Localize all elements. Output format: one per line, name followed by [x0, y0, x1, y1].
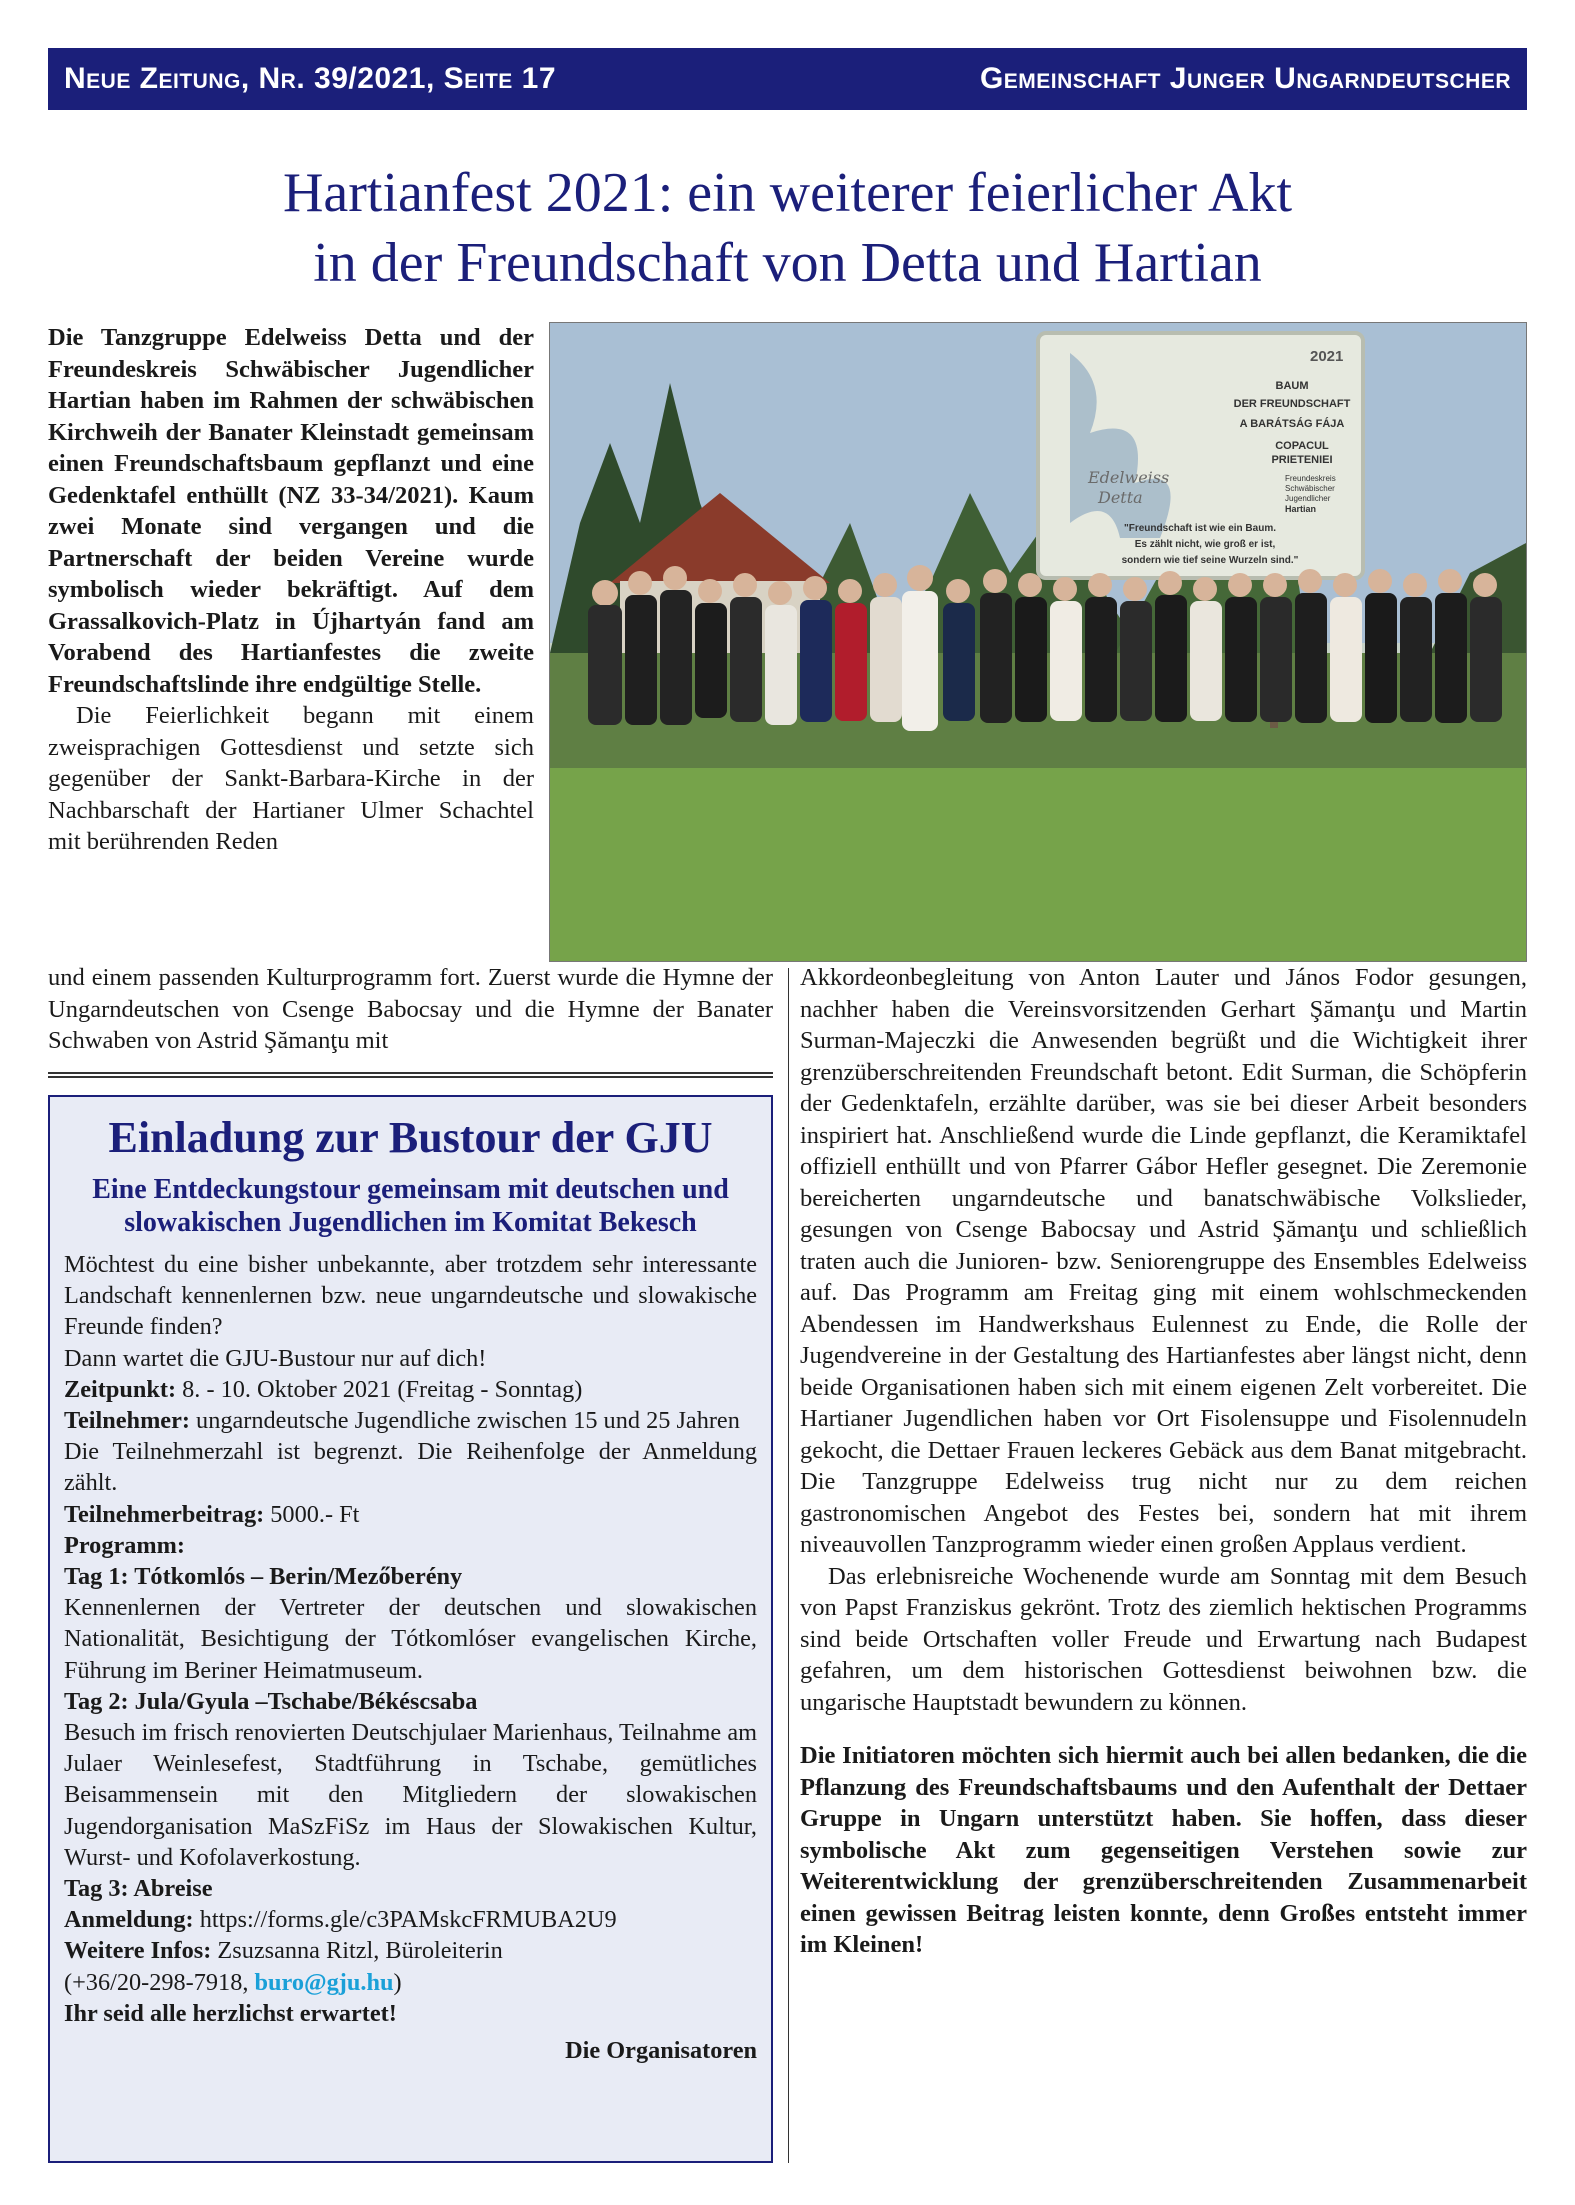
infobox-title: Einladung zur Bustour der GJU	[108, 1113, 713, 1162]
page-header	[48, 48, 1527, 110]
plaque-logo-line-2: Schwäbischer	[1285, 484, 1335, 493]
plaque-line-2: DER FREUNDSCHAFT	[1233, 398, 1351, 410]
infobox-intro: Möchtest du eine bisher unbekannte, aber trotzdem sehr interessante Landschaft kennenlernen bzw. neue ungarndeutsche und slowakische Freunde finden?	[64, 1251, 757, 1341]
tag2-text: Besuch im frisch renovierten Deutschjulaer Marienhaus, Teilnahme am Julaer Weinlesefest, Stadtführung in Tschabe, gemütliches Beisammensein mit den Mitgliedern der slowakischen Jugendorganisation MaSzFiSz im Haus der Slowakischen Kultur, Wurst- und Kofolaverkostung.	[64, 1719, 757, 1871]
infobox-teilnehmer	[64, 1405, 757, 1436]
infos-value: Zsuzsanna Ritzl, Büroleiterin	[211, 1937, 503, 1965]
article-right-column	[800, 962, 1527, 1961]
infobox-anmeldung	[64, 1904, 757, 1935]
article-paragraph-1-cont: und einem passenden Kulturprogramm fort. Zuerst wurde die Hymne der Ungarndeutschen von Csenge Babocsay und die Hymne der Banater Schwaben von Astrid Şămanţu mit	[48, 964, 773, 1054]
headline-line-1: Hartianfest 2021: ein weiterer feierlicher Akt	[282, 162, 1293, 224]
infobox-teilnehmer-note: Die Teilnehmerzahl ist begrenzt. Die Reihenfolge der Anmeldung zählt.	[64, 1438, 757, 1497]
zeitpunkt-value: 8. - 10. Oktober 2021 (Freitag - Sonntag)	[176, 1375, 583, 1403]
plaque-line-4: COPACUL	[1275, 440, 1329, 452]
beitrag-label: Teilnehmerbeitrag:	[64, 1500, 265, 1528]
infobox-beitrag	[64, 1499, 757, 1530]
column-divider	[788, 968, 789, 2163]
header-section: Gemeinschaft Junger Ungarndeutscher	[979, 62, 1511, 95]
plaque-quote-1: "Freundschaft ist wie ein Baum.	[1124, 523, 1276, 534]
contact-close: )	[393, 1968, 402, 1996]
section-rule	[48, 1072, 773, 1078]
article-continuation	[48, 962, 773, 1057]
article-lead-column	[48, 322, 534, 858]
teilnehmer-label: Teilnehmer:	[64, 1407, 190, 1435]
infobox-zeitpunkt	[64, 1374, 757, 1405]
article-paragraph-2: Akkordeonbegleitung von Anton Lauter und János Fodor gesungen, nachher haben die Vereinsvorsitzenden Gerhart Şămanţu und Martin Surman-Majeczki die Anwesenden begrüßt und die Wichtigkeit ihrer grenzüberschreitenden Freundschaft betont. Edit Surman, die Schöpferin der Gedenktafeln, erzählte darüber, was sie bei dieser Arbeit besonders inspiriert hat. Anschließend wurde die Linde gepflanzt, die Keramiktafel offiziell enthüllt und von Pfarrer Gábor Hefler gesegnet. Die Zeremonie bereicherten ungarndeutsche und banatschwäbische Volkslieder, gesungen von Csenge Babocsay und Astrid Şămanţu und schließlich traten auch die Junioren- bzw. Seniorengruppe des Ensembles Edelweiss auf. Das Programm am Freitag ging mit einem wohlschmeckenden Abendessen im Handwerkshaus Eulennest zu Ende, die Rolle der Jugendvereine in der Gestaltung des Hartianfestes aber längst nicht, denn beide Organisationen haben sich mit einem eigenen Zelt vorbereitet. Die Hartianer Jugendlichen haben vor Ort Fisolensuppe und Fisolennudeln gekocht, die Dettaer Frauen leckeres Gebäck aus dem Banat mitgebracht. Die Tanzgruppe Edelweiss trug nicht nur zu dem reichen gastronomischen Angebot des Festes bei, sondern hat mit ihrem niveauvollen Tanzprogramm wieder einen großen Applaus verdient.	[800, 964, 1527, 1558]
article-headline	[48, 158, 1527, 298]
infobox-signature: Die Organisatoren	[565, 2037, 757, 2065]
plaque-logo-line-1: Freundeskreis	[1285, 474, 1336, 483]
headline-line-2: in der Freundschaft von Detta und Hartian	[313, 232, 1262, 294]
group-photo	[549, 322, 1527, 962]
plaque-logo-line-3: Jugendlicher	[1285, 494, 1331, 503]
article-lead: Die Tanzgruppe Edelweiss Detta und der Freundeskreis Schwäbischer Jugendlicher Hartian haben im Rahmen der schwäbischen Kirchweih der Banater Kleinstadt gemeinsam einen Freundschaftsbaum gepflanzt und eine Gedenktafel enthüllt (NZ 33-34/2021). Kaum zwei Monate sind vergangen und die Partnerschaft der beiden Vereine wurde symbolisch wieder bekräftigt. Auf dem Grassalkovich-Platz in Újhartyán fand am Vorabend des Hartianfestes die zweite Freundschaftslinde ihre endgültige Stelle.	[48, 324, 534, 698]
beitrag-value: 5000.- Ft	[264, 1500, 360, 1528]
infobox-welcome: Ihr seid alle herzlichst erwartet!	[64, 1999, 397, 2027]
article-closing: Die Initiatoren möchten sich hiermit auch bei allen bedanken, die die Pflanzung des Freundschaftsbaums und den Aufenthalt der Dettaer Gruppe in Ungarn unterstützt haben. Sie hoffen, dass dieser symbolische Akt zum gegenseitigen Verstehen sowie zur Weiterentwicklung der grenzüberschreitenden Zusammenarbeit einen gewissen Beitrag leisten konnte, denn Großes entsteht immer im Kleinen!	[800, 1742, 1527, 1958]
plaque-logo-edelweiss: Edelweiss	[1088, 468, 1170, 487]
bustour-infobox	[48, 1095, 773, 2163]
infobox-subtitle: Eine Entdeckungstour gemeinsam mit deutschen und slowakischen Jugendlichen im Komitat Bekesch	[92, 1174, 729, 1238]
article-paragraph-3: Das erlebnisreiche Wochenende wurde am Sonntag mit dem Besuch von Papst Franziskus gekrönt. Trotz des ziemlich hektischen Programms sind beide Ortschaften voller Freude und Erwartung nach Budapest gefahren, um dem historischen Gottesdienst beiwohnen bzw. die ungarische Hauptstadt bewundern zu können.	[800, 1562, 1527, 1716]
infobox-contact	[64, 1967, 757, 1998]
plaque-line-1: BAUM	[1275, 380, 1309, 392]
tag3-label: Tag 3: Abreise	[64, 1875, 213, 1903]
header-publication: Neue Zeitung, Nr. 39/2021, Seite 17	[64, 62, 557, 95]
tag2-label: Tag 2: Jula/Gyula –Tschabe/Békéscsaba	[64, 1687, 478, 1715]
contact-phone: (+36/20-298-7918,	[64, 1968, 255, 1996]
zeitpunkt-label: Zeitpunkt:	[64, 1375, 177, 1403]
plaque-logo-detta: Detta	[1098, 488, 1143, 507]
infobox-infos	[64, 1935, 757, 1966]
programm-label: Programm:	[64, 1531, 185, 1559]
contact-email-link[interactable]: buro@gju.hu	[254, 1968, 394, 1996]
infobox-intro-2: Dann wartet die GJU-Bustour nur auf dich!	[64, 1344, 487, 1372]
plaque-line-5: PRIETENIEI	[1271, 454, 1333, 466]
anmeldung-link[interactable]: https://forms.gle/c3PAMskcFRMUBA2U9	[193, 1906, 617, 1934]
plaque-line-3: A BARÁTSÁG FÁJA	[1239, 418, 1345, 430]
teilnehmer-value: ungarndeutsche Jugendliche zwischen 15 und 25 Jahren	[189, 1407, 740, 1435]
anmeldung-label: Anmeldung:	[64, 1906, 194, 1934]
tag1-label: Tag 1: Tótkomlós – Berin/Mezőberény	[64, 1563, 463, 1591]
tag1-text: Kennenlernen der Vertreter der deutschen und slowakischen Nationalität, Besichtigung der Tótkomlóser evangelischen Kirche, Führung im Beriner Heimatmuseum.	[64, 1594, 757, 1684]
article-paragraph-1: Die Feierlichkeit begann mit einem zweisprachigen Gottesdienst und setzte sich gegenüber der Sankt-Barbara-Kirche in der Nachbarschaft der Hartianer Ulmer Schachtel mit berührenden Reden	[48, 702, 534, 855]
plaque-logo-line-4: Hartian	[1285, 504, 1317, 514]
photo-illustration	[550, 323, 1526, 961]
plaque-quote-3: sondern wie tief seine Wurzeln sind."	[1121, 555, 1299, 566]
plaque-quote-2: Es zählt nicht, wie groß er ist,	[1134, 539, 1276, 550]
infos-label: Weitere Infos:	[64, 1937, 212, 1965]
plaque-year: 2021	[1310, 348, 1344, 365]
